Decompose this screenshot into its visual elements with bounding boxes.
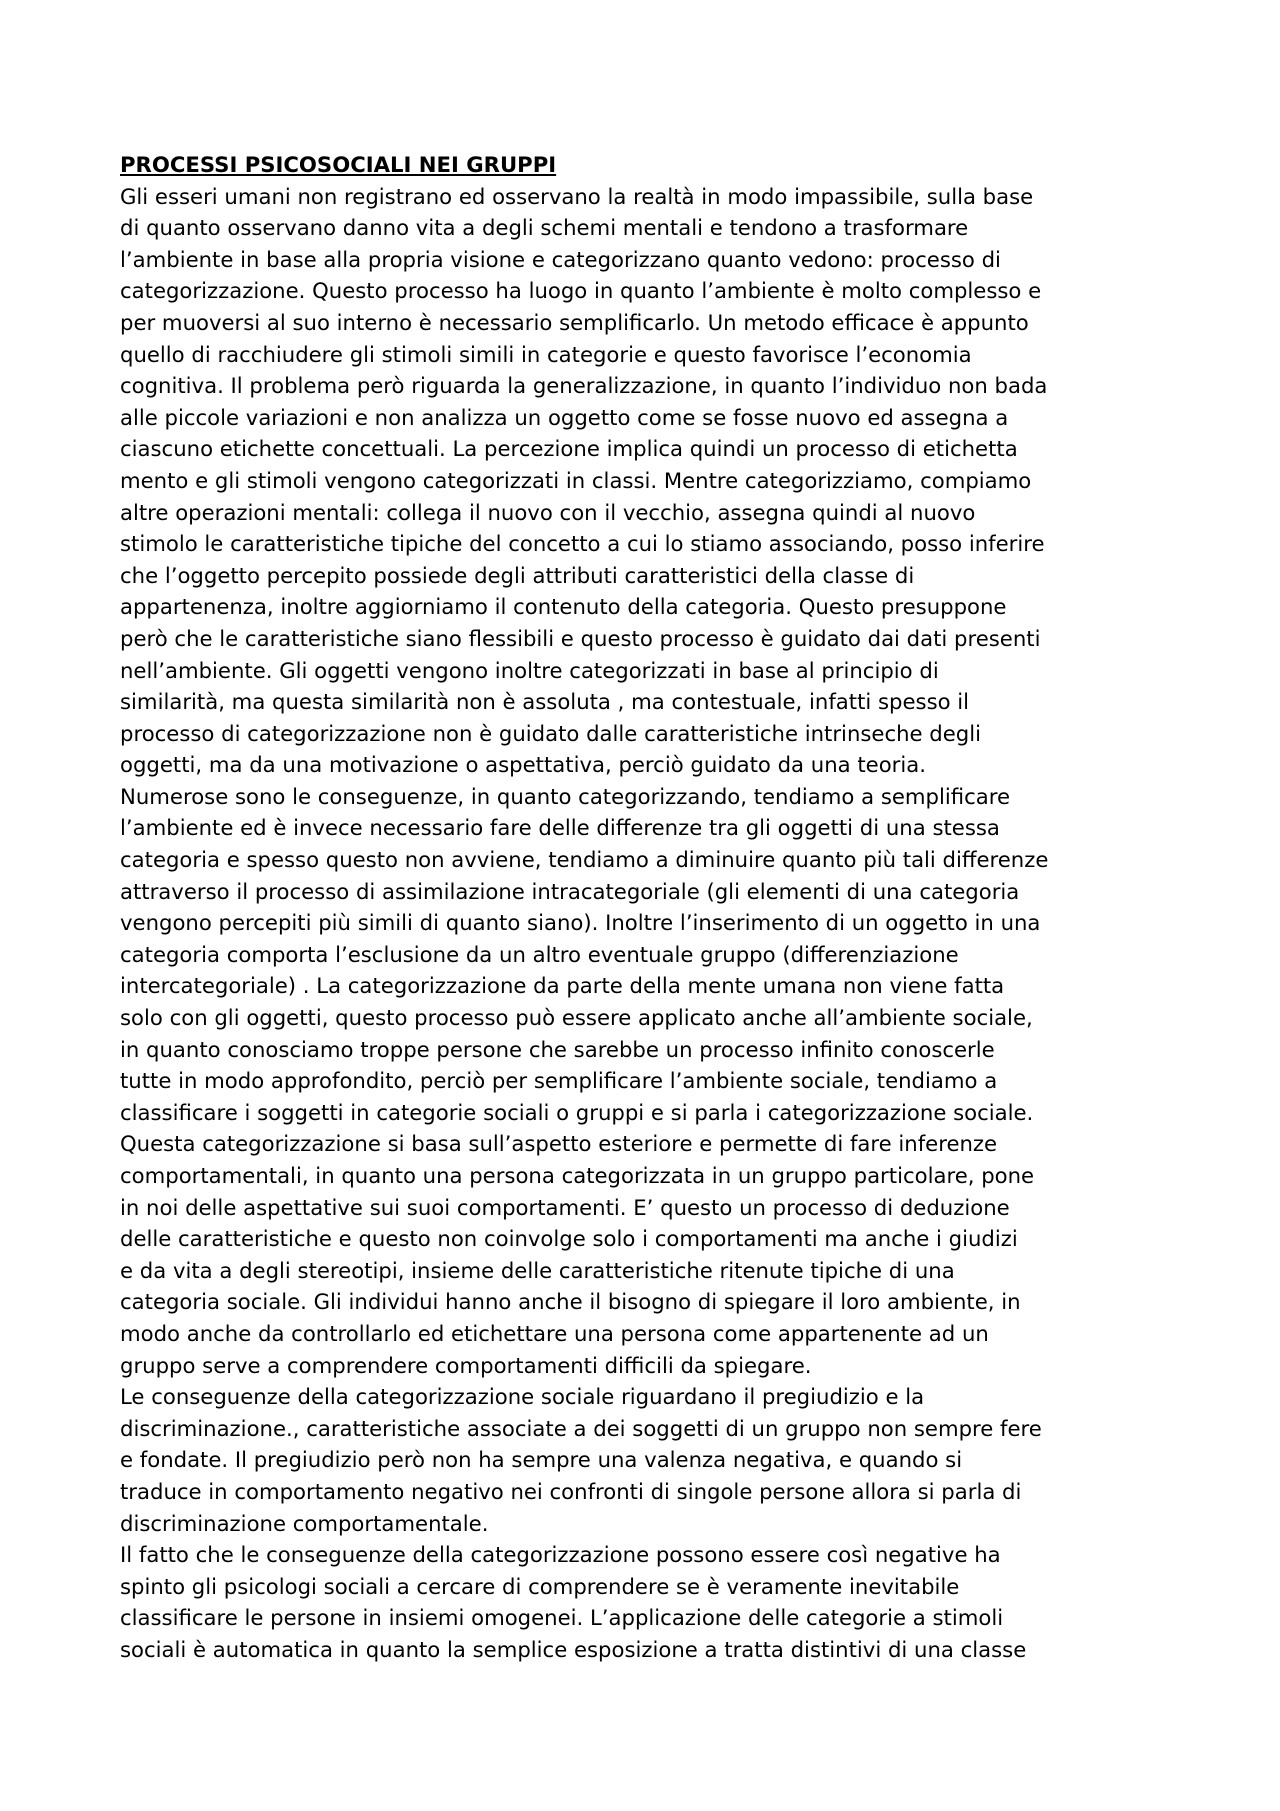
text-line: Numerose sono le conseguenze, in quanto categorizzando, tendiamo a semplificare xyxy=(120,783,1011,809)
text-line: classificare le persone in insiemi omogenei. L’applicazione delle categorie a stimoli xyxy=(120,1605,1004,1631)
text-line: oggetti, ma da una motivazione o aspettativa, perciò guidato da una teoria. xyxy=(120,752,926,778)
text-line: gruppo serve a comprendere comportamenti difficili da spiegare. xyxy=(120,1352,812,1378)
text-line: stimolo le caratteristiche tipiche del concetto a cui lo stiamo associando, posso inferire xyxy=(120,531,1045,557)
text-line: similarità, ma questa similarità non è assoluta , ma contestuale, infatti spesso il xyxy=(120,689,970,715)
text-line: attraverso il processo di assimilazione intracategoriale (gli elementi di una categoria xyxy=(120,878,1020,904)
text-line: categoria sociale. Gli individui hanno anche il bisogno di spiegare il loro ambiente, in xyxy=(120,1289,1021,1315)
document-body xyxy=(120,149,1180,1666)
document-title: PROCESSI PSICOSOCIALI NEI GRUPPI xyxy=(120,152,557,177)
text-line: traduce in comportamento negativo nei confronti di singole persone allora si parla di xyxy=(120,1478,1022,1504)
text-line: ciascuno etichette concettuali. La percezione implica quindi un processo di etichetta xyxy=(120,436,1018,462)
text-line: categoria e spesso questo non avviene, tendiamo a diminuire quanto più tali differenze xyxy=(120,847,1049,873)
text-line: Questa categorizzazione si basa sull’aspetto esteriore e permette di fare inferenze xyxy=(120,1131,998,1157)
text-line: processo di categorizzazione non è guidato dalle caratteristiche intrinseche degli xyxy=(120,720,982,746)
text-line: Le conseguenze della categorizzazione sociale riguardano il pregiudizio e la xyxy=(120,1384,925,1410)
text-line: alle piccole variazioni e non analizza un oggetto come se fosse nuovo ed assegna a xyxy=(120,404,1009,430)
text-line: l’ambiente ed è invece necessario fare delle differenze tra gli oggetti di una stessa xyxy=(120,815,1000,841)
text-line: e da vita a degli stereotipi, insieme delle caratteristiche ritenute tipiche di una xyxy=(120,1257,955,1283)
text-line: comportamentali, in quanto una persona categorizzata in un gruppo particolare, pone xyxy=(120,1163,1035,1188)
text-line: Gli esseri umani non registrano ed osservano la realtà in modo impassibile, sulla base xyxy=(120,183,1034,209)
text-line: modo anche da controllarlo ed etichettare una persona come appartenente ad un xyxy=(120,1320,989,1346)
text-line: l’ambiente in base alla propria visione e categorizzano quanto vedono: processo di xyxy=(120,246,1001,272)
text-line: e fondate. Il pregiudizio però non ha sempre una valenza negativa, e quando si xyxy=(120,1447,963,1473)
text-line: delle caratteristiche e questo non coinvolge solo i comportamenti ma anche i giudizi xyxy=(120,1226,1018,1252)
text-line: sociali è automatica in quanto la semplice esposizione a tratta distintivi di una classe xyxy=(120,1636,1027,1662)
text-line: intercategoriale) . La categorizzazione da parte della mente umana non viene fatta xyxy=(120,973,1005,999)
text-line: cognitiva. Il problema però riguarda la generalizzazione, in quanto l’individuo non bada xyxy=(120,373,1048,399)
text-line: classificare i soggetti in categorie sociali o gruppi e si parla i categorizzazione sociale. xyxy=(120,1099,1034,1125)
text-line: per muoversi al suo interno è necessario semplificarlo. Un metodo efficace è appunto xyxy=(120,309,1029,335)
text-line: categorizzazione. Questo processo ha luogo in quanto l’ambiente è molto complesso e xyxy=(120,278,1042,304)
text-line: che l’oggetto percepito possiede degli attributi caratteristici della classe di xyxy=(120,562,915,588)
text-line: appartenenza, inoltre aggiorniamo il contenuto della categoria. Questo presuppone xyxy=(120,594,1007,620)
text-line: Il fatto che le conseguenze della categorizzazione possono essere così negative ha xyxy=(120,1542,1001,1568)
paragraph-text xyxy=(120,181,1180,1666)
text-line: categoria comporta l’esclusione da un altro eventuale gruppo (differenziazione xyxy=(120,941,959,967)
text-line: in quanto conosciamo troppe persone che sarebbe un processo infinito conoscerle xyxy=(120,1036,995,1062)
text-line: di quanto osservano danno vita a degli schemi mentali e tendono a trasformare xyxy=(120,215,969,241)
text-line: vengono percepiti più simili di quanto siano). Inoltre l’inserimento di un oggetto in una xyxy=(120,910,1041,936)
text-line: spinto gli psicologi sociali a cercare di comprendere se è veramente inevitabile xyxy=(120,1573,960,1599)
text-line: discriminazione comportamentale. xyxy=(120,1510,489,1536)
text-line: altre operazioni mentali: collega il nuovo con il vecchio, assegna quindi al nuovo xyxy=(120,499,976,525)
text-line: nell’ambiente. Gli oggetti vengono inoltre categorizzati in base al principio di xyxy=(120,657,939,683)
text-line: mento e gli stimoli vengono categorizzati in classi. Mentre categorizziamo, compiamo xyxy=(120,467,1032,493)
text-line: discriminazione., caratteristiche associate a dei soggetti di un gruppo non sempre fere xyxy=(120,1415,1042,1441)
text-line: solo con gli oggetti, questo processo può essere applicato anche all’ambiente sociale, xyxy=(120,1005,1033,1031)
text-line: quello di racchiudere gli stimoli simili in categorie e questo favorisce l’economia xyxy=(120,341,972,367)
text-line: in noi delle aspettative sui suoi comportamenti. E’ questo un processo di deduzione xyxy=(120,1194,1010,1220)
text-line: però che le caratteristiche siano flessibili e questo processo è guidato dai dati presenti xyxy=(120,625,1041,651)
text-line: tutte in modo approfondito, perciò per semplificare l’ambiente sociale, tendiamo a xyxy=(120,1068,998,1094)
